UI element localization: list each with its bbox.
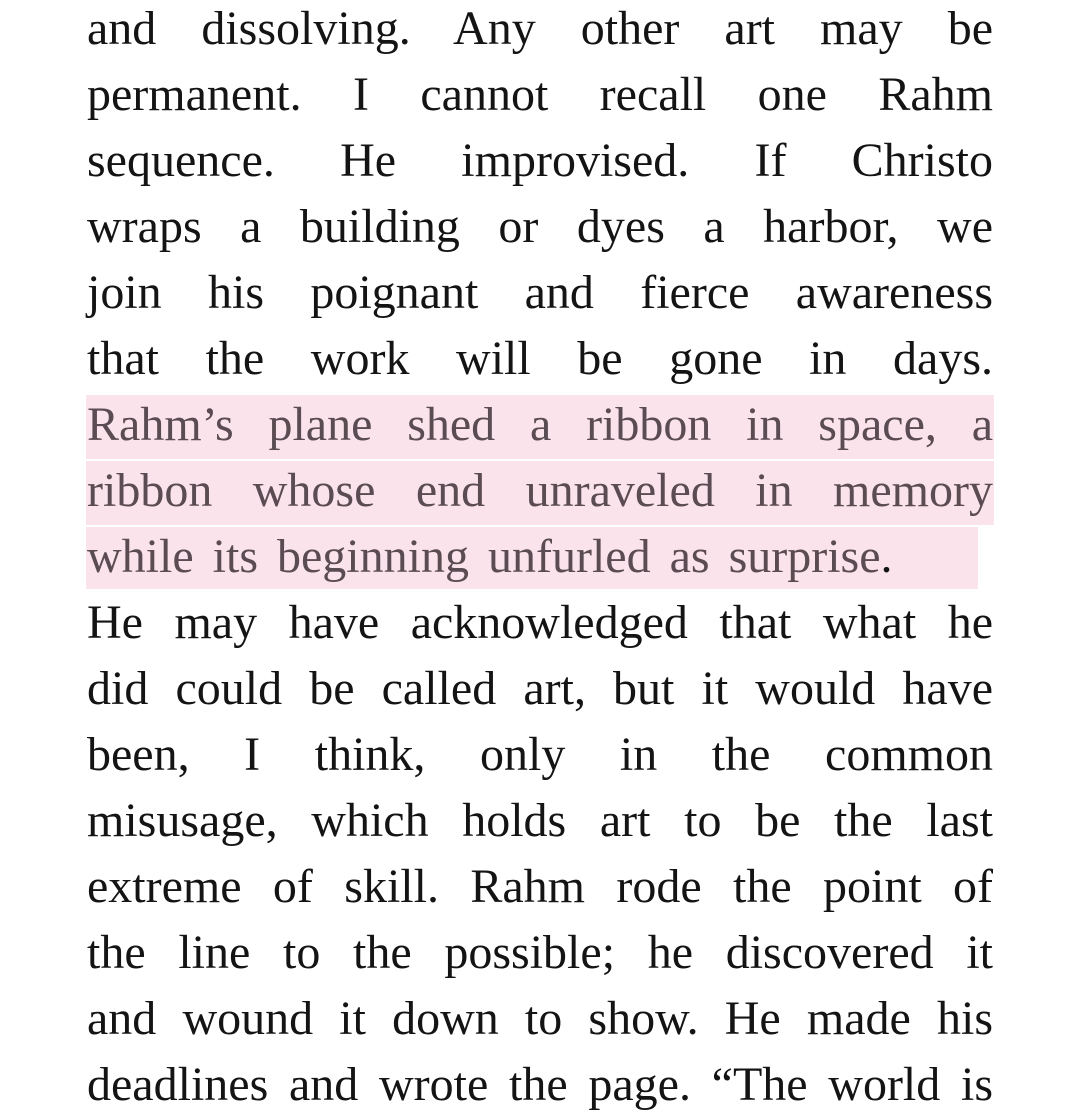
text-line-13: misusage, which holds art to be the last — [87, 794, 993, 847]
text-line-10: He may have acknowledged that what he — [87, 596, 993, 649]
text-line-6: that the work will be gone in days. — [87, 332, 993, 385]
text-line-4: wraps a building or dyes a harbor, we — [87, 200, 993, 253]
text-line-11: did could be called art, but it would have — [87, 662, 993, 715]
text-line-3: sequence. He improvised. If Christo — [87, 134, 993, 187]
text-line-17-cut-off: deadlines and wrote the page. “The world is — [87, 1058, 993, 1111]
sentence-period: . — [880, 530, 893, 583]
highlighted-line-3-text: while its beginning unfurled as surprise — [87, 530, 881, 583]
highlighted-line-2[interactable]: ribbon whose end unraveled in memory — [87, 464, 993, 517]
text-line-12: been, I think, only in the common — [87, 728, 993, 781]
text-line-5: join his poignant and fierce awareness — [87, 266, 993, 319]
highlighted-line-1[interactable]: Rahm’s plane shed a ribbon in space, a — [87, 398, 993, 451]
text-line-15: the line to the possible; he discovered it — [87, 926, 993, 979]
text-line-14: extreme of skill. Rahm rode the point of — [87, 860, 993, 913]
text-line-2: permanent. I cannot recall one Rahm — [87, 68, 993, 121]
text-line-16: and wound it down to show. He made his — [87, 992, 993, 1045]
highlighted-line-3[interactable] — [87, 524, 993, 590]
text-line-1: and dissolving. Any other art may be — [87, 2, 993, 55]
